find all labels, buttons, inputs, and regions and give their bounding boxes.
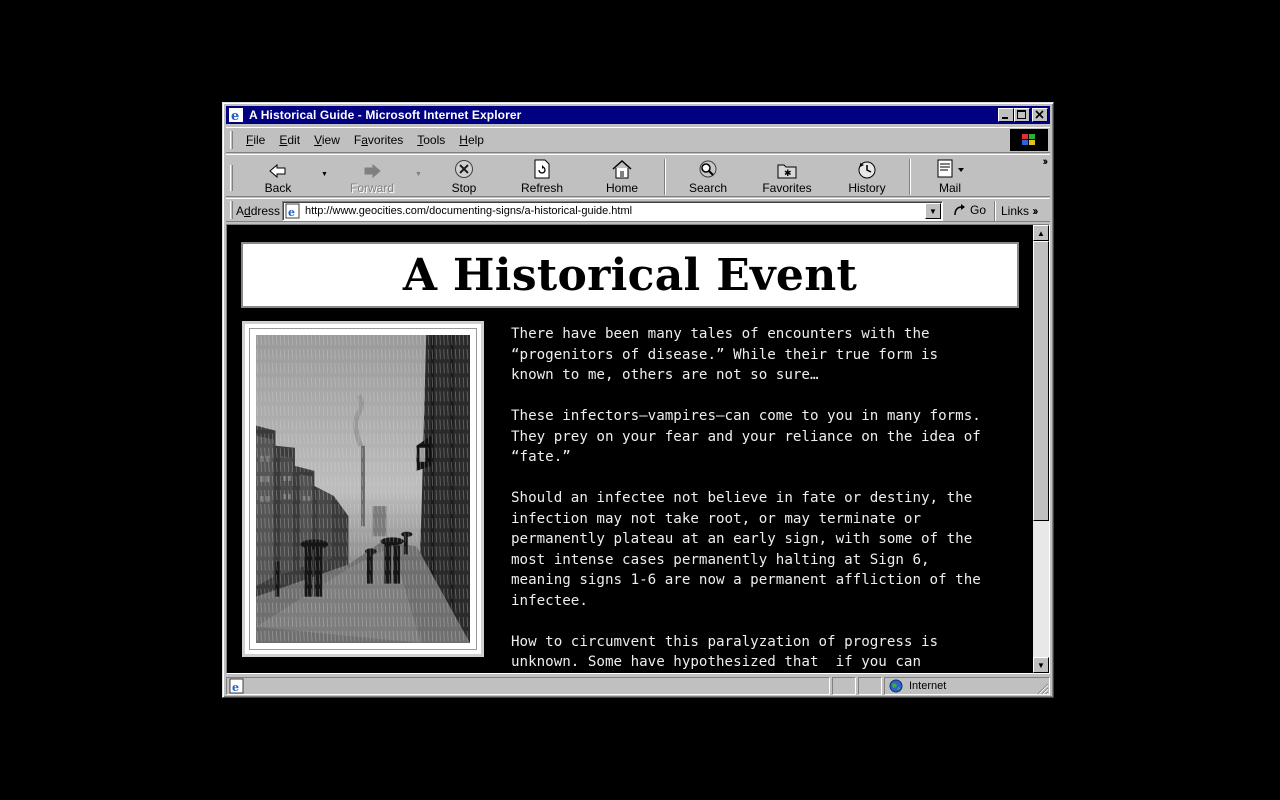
close-button[interactable] (1032, 108, 1048, 122)
rainy-street-photo (256, 335, 470, 643)
paragraph-1: There have been many tales of encounters with the “progenitors of disease.” While their true form is known to me, others are not so sure… (511, 326, 939, 383)
refresh-button[interactable] (516, 157, 568, 195)
search-globe-icon (697, 159, 719, 179)
menu-file[interactable]: File (246, 133, 266, 147)
title-bar[interactable] (226, 106, 1050, 124)
minimize-button[interactable] (998, 108, 1014, 122)
page-icon (285, 203, 301, 219)
stop-button[interactable] (442, 157, 486, 195)
address-bar (226, 198, 1050, 222)
arrow-down-icon: ▼ (1037, 660, 1045, 670)
mail-label: Mail (938, 181, 961, 195)
go-button[interactable] (952, 203, 986, 217)
menu-bar (226, 127, 1050, 153)
home-button[interactable] (599, 157, 645, 195)
toolbar-chevron-icon[interactable]: ›› (1042, 156, 1046, 168)
search-button[interactable] (684, 157, 732, 195)
menu-view[interactable]: View (314, 133, 340, 147)
status-zone (884, 677, 1050, 695)
status-secure (858, 677, 882, 695)
page-banner (241, 242, 1019, 308)
zone-label: Internet (909, 680, 947, 692)
scroll-down-button[interactable] (1033, 657, 1049, 673)
menu-favorites[interactable]: Favorites (353, 133, 404, 147)
status-main (226, 677, 830, 695)
back-label: Back (264, 181, 292, 195)
forward-button[interactable] (346, 157, 398, 195)
address-label: Address (236, 204, 281, 218)
links-chevron-icon: ›› (1032, 204, 1037, 218)
vertical-scrollbar[interactable] (1033, 225, 1049, 673)
menu-edit[interactable]: Edit (279, 133, 301, 147)
minimize-icon (1001, 110, 1011, 120)
toolbar-separator (664, 159, 666, 195)
scroll-thumb[interactable] (1033, 241, 1049, 521)
stop-label: Stop (451, 181, 477, 195)
home-icon (611, 159, 633, 179)
svg-text:e: e (232, 681, 239, 694)
resize-grip-icon[interactable] (1037, 683, 1049, 695)
forward-dropdown-icon[interactable]: ▼ (415, 171, 422, 178)
maximize-icon (1017, 110, 1027, 120)
back-button[interactable] (256, 157, 300, 195)
chevron-down-icon: ▼ (929, 206, 937, 216)
close-icon (1035, 110, 1045, 120)
menu-help[interactable]: Help (459, 133, 484, 147)
history-label: History (848, 181, 886, 195)
go-label: Go (970, 203, 987, 217)
mail-icon (936, 159, 964, 179)
mail-button[interactable] (930, 157, 970, 195)
status-bar (226, 676, 1050, 696)
favorites-button[interactable] (760, 157, 814, 195)
standard-toolbar (226, 154, 1050, 197)
svg-text:e: e (231, 109, 240, 123)
arrow-up-icon: ▲ (1037, 228, 1045, 238)
back-dropdown-icon[interactable]: ▼ (321, 171, 328, 178)
links-label: Links (1001, 204, 1030, 218)
stop-icon (454, 159, 474, 179)
status-progress (832, 677, 856, 695)
addressbar-grip[interactable] (230, 201, 233, 219)
back-arrow-icon (268, 163, 288, 179)
page-heading: A Historical Event (402, 249, 858, 301)
go-arrow-icon (952, 203, 968, 217)
history-button[interactable] (842, 157, 892, 195)
address-url: http://www.geocities.com/documenting-signs/a-historical-guide.html (305, 205, 633, 217)
window-title: A Historical Guide - Microsoft Internet Explorer (249, 108, 522, 122)
toolbar-grip[interactable] (230, 165, 233, 191)
toolbar-separator (909, 159, 911, 195)
globe-icon (889, 679, 903, 693)
page-status-icon (229, 678, 245, 694)
paragraph-4: How to circumvent this paralyzation of progress is unknown. Some have hypothesized that if you can (511, 633, 939, 670)
links-separator (994, 201, 996, 221)
browser-window (222, 102, 1054, 698)
refresh-icon (533, 159, 551, 179)
favorites-label: Favorites (762, 181, 812, 195)
refresh-label: Refresh (520, 181, 564, 195)
maximize-button[interactable] (1014, 108, 1030, 122)
address-input[interactable] (282, 201, 943, 221)
page-viewport (226, 224, 1050, 674)
favorites-folder-icon (776, 161, 798, 179)
history-icon (856, 159, 878, 179)
search-label: Search (688, 181, 728, 195)
article-text (511, 324, 981, 672)
home-label: Home (605, 181, 638, 195)
page-content (228, 226, 1032, 672)
menu-tools[interactable]: Tools (417, 133, 446, 147)
windows-logo-icon (1010, 129, 1048, 151)
svg-text:✱: ✱ (784, 168, 792, 178)
scroll-up-button[interactable] (1033, 225, 1049, 241)
paragraph-2: These infectors–vampires–can come to you in many forms. They prey on your fear and your reliance on the idea of “fate.” (511, 408, 981, 465)
paragraph-3: Should an infectee not believe in fate or destiny, the infection may not take root, or may terminate or permanently plateau at an early sign, with some of the most intense cases permanently halting at Sign 6, meaning signs 1-6 are now a permanent affliction of the infectee. (511, 490, 981, 609)
links-button[interactable] (1001, 204, 1036, 218)
forward-label: Forward (349, 181, 394, 195)
svg-text:e: e (288, 206, 295, 219)
menubar-grip[interactable] (230, 131, 233, 149)
photo-frame (242, 321, 484, 657)
address-dropdown-button[interactable] (925, 203, 941, 219)
ie-logo-icon (228, 107, 244, 123)
forward-arrow-icon (362, 163, 382, 179)
